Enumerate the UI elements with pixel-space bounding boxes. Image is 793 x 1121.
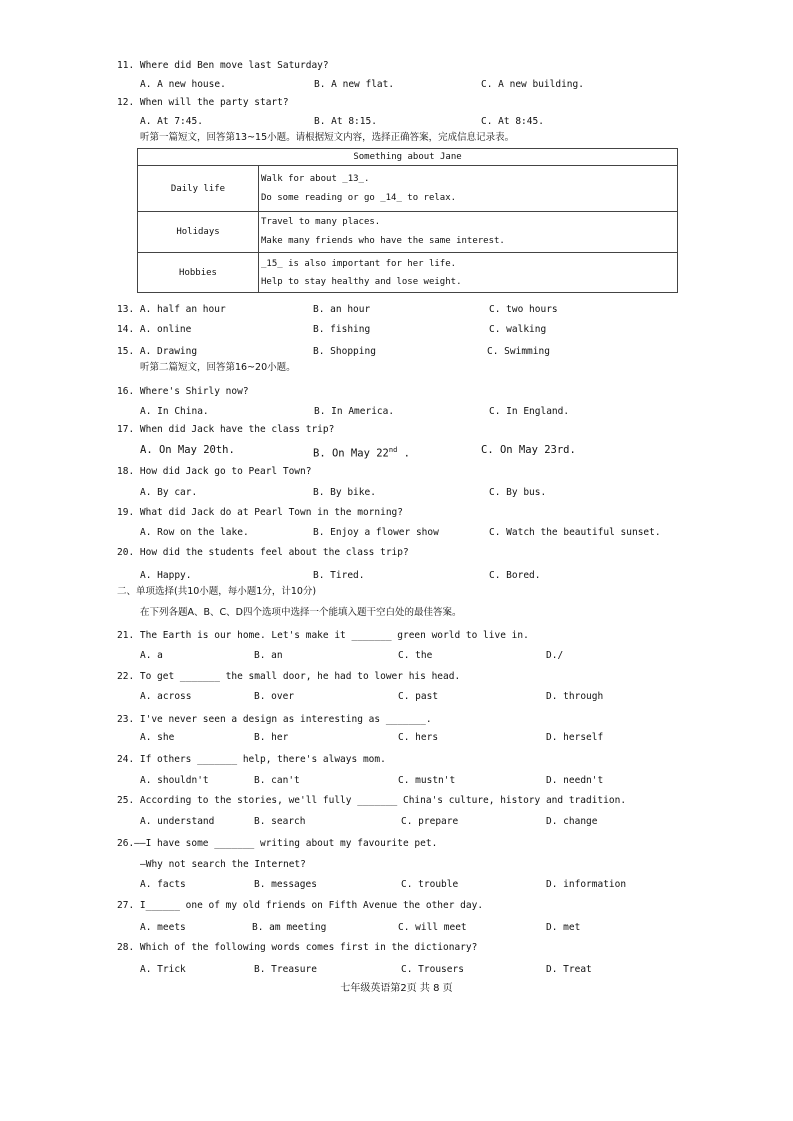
question-21-stem: 21. The Earth is our home. Let's make it _______ green world to live in. [117, 630, 529, 641]
passage-2-instruction: 听第二篇短文，回答第16~20小题。 [140, 362, 296, 373]
question-28-option-c: C. Trousers [401, 964, 464, 975]
question-17-stem: 17. When did Jack have the class trip? [117, 424, 335, 435]
question-21-option-d: D./ [546, 650, 564, 661]
question-14-option-a: 14. A. online [117, 324, 192, 335]
question-11-stem: 11. Where did Ben move last Saturday? [117, 60, 329, 71]
question-18-stem: 18. How did Jack go to Pearl Town? [117, 466, 312, 477]
question-26-stem: 26.——I have some _______ writing about my favourite pet. [117, 838, 438, 849]
question-12-option-b: B. At 8:15. [314, 116, 377, 127]
question-20-option-b: B. Tired. [313, 570, 365, 581]
question-17-option-b [313, 444, 410, 460]
question-25-stem: 25. According to the stories, we'll fully _______ China's culture, history and tradition. [117, 795, 627, 806]
question-28-stem: 28. Which of the following words comes first in the dictionary? [117, 942, 478, 953]
table-cell-line: Walk for about _13_. [261, 173, 370, 184]
question-19-option-c: C. Watch the beautiful sunset. [489, 527, 661, 538]
passage-1-instruction: 听第一篇短文，回答第13~15小题。请根据短文内容，选择正确答案，完成信息记录表。 [140, 132, 515, 143]
question-24-option-c: C. mustn't [398, 775, 456, 786]
question-17-option-a: A. On May 20th. [140, 444, 235, 456]
question-22-option-b: B. over [254, 691, 295, 702]
question-28-option-d: D. Treat [546, 964, 592, 975]
question-15-option-b: B. Shopping [313, 346, 376, 357]
question-26-option-b: B. messages [254, 879, 317, 890]
option-b-text: B. On May 22 [313, 447, 389, 460]
question-16-option-a: A. In China. [140, 406, 209, 417]
question-22-option-a: A. across [140, 691, 192, 702]
question-18-option-c: C. By bus. [489, 487, 547, 498]
question-20-stem: 20. How did the students feel about the class trip? [117, 547, 409, 558]
question-23-option-c: C. hers [398, 732, 439, 743]
question-18-option-b: B. By bike. [313, 487, 376, 498]
question-23-option-a: A. she [140, 732, 175, 743]
question-28-option-a: A. Trick [140, 964, 186, 975]
question-13-option-b: B. an hour [313, 304, 371, 315]
question-11-option-c: C. A new building. [481, 79, 584, 90]
question-27-option-a: A. meets [140, 922, 186, 933]
question-25-option-b: B. search [254, 816, 306, 827]
question-22-option-c: C. past [398, 691, 439, 702]
table-row-label: Hobbies [138, 253, 259, 293]
question-20-option-a: A. Happy. [140, 570, 192, 581]
question-24-option-b: B. can't [254, 775, 300, 786]
section-2-instruction: 在下列各题A、B、C、D四个选项中选择一个能填入题干空白处的最佳答案。 [140, 607, 462, 618]
question-11-option-b: B. A new flat. [314, 79, 395, 90]
table-cell-line: Travel to many places. [261, 217, 381, 227]
table-cell-line: Help to stay healthy and lose weight. [261, 276, 462, 287]
ordinal-suffix: nd [388, 446, 398, 454]
question-12-option-a: A. At 7:45. [140, 116, 203, 127]
question-19-stem: 19. What did Jack do at Pearl Town in the morning? [117, 507, 403, 518]
question-19-option-b: B. Enjoy a flower show [313, 527, 439, 538]
question-19-option-a: A. Row on the lake. [140, 527, 249, 538]
question-24-option-a: A. shouldn't [140, 775, 209, 786]
question-12-stem: 12. When will the party start? [117, 97, 289, 108]
question-16-option-c: C. In England. [489, 406, 570, 417]
question-23-option-b: B. her [254, 732, 289, 743]
question-26-option-c: C. trouble [401, 879, 459, 890]
question-26-option-d: D. information [546, 879, 627, 890]
question-25-option-a: A. understand [140, 816, 215, 827]
question-27-option-d: D. met [546, 922, 581, 933]
question-17-option-c: C. On May 23rd. [481, 444, 576, 456]
table-row-label: Holidays [138, 212, 259, 253]
table-row-content [259, 166, 678, 212]
question-13-option-c: C. two hours [489, 304, 558, 315]
question-21-option-a: A. a [140, 650, 163, 661]
section-2-heading: 二、单项选择(共10小题，每小题1分，计10分) [117, 586, 317, 597]
table-cell-line: _15_ is also important for her life. [261, 258, 457, 269]
table-cell-line: Do some reading or go _14_ to relax. [261, 192, 457, 203]
question-14-option-b: B. fishing [313, 324, 371, 335]
page-footer: 七年级英语第2页 共 8 页 [340, 983, 453, 994]
question-22-stem: 22. To get _______ the small door, he had to lower his head. [117, 671, 461, 682]
question-21-option-c: C. the [398, 650, 433, 661]
question-14-option-c: C. walking [489, 324, 547, 335]
option-b-end: . [397, 447, 410, 460]
question-22-option-d: D. through [546, 691, 604, 702]
question-18-option-a: A. By car. [140, 487, 198, 498]
question-23-option-d: D. herself [546, 732, 604, 743]
table-title: Something about Jane [138, 149, 678, 166]
question-16-stem: 16. Where's Shirly now? [117, 386, 249, 397]
question-12-option-c: C. At 8:45. [481, 116, 544, 127]
question-27-stem: 27. I______ one of my old friends on Fifth Avenue the other day. [117, 900, 484, 911]
question-25-option-c: C. prepare [401, 816, 459, 827]
question-26-option-a: A. facts [140, 879, 186, 890]
table-row-content [259, 212, 678, 253]
question-25-option-d: D. change [546, 816, 598, 827]
question-28-option-b: B. Treasure [254, 964, 317, 975]
table-row-content [259, 253, 678, 293]
table-row-label: Daily life [138, 166, 259, 212]
question-24-stem: 24. If others _______ help, there's always mom. [117, 754, 386, 765]
question-23-stem: 23. I've never seen a design as interesting as _______. [117, 714, 432, 725]
question-11-option-a: A. A new house. [140, 79, 226, 90]
info-table [137, 148, 678, 293]
question-26-reply: —Why not search the Internet? [140, 859, 306, 870]
question-16-option-b: B. In America. [314, 406, 395, 417]
question-27-option-c: C. will meet [398, 922, 467, 933]
question-20-option-c: C. Bored. [489, 570, 541, 581]
question-27-option-b: B. am meeting [252, 922, 327, 933]
question-15-option-a: 15. A. Drawing [117, 346, 198, 357]
table-cell-line: Make many friends who have the same interest. [261, 236, 505, 246]
question-13-option-a: 13. A. half an hour [117, 304, 226, 315]
question-21-option-b: B. an [254, 650, 283, 661]
question-15-option-c: C. Swimming [487, 346, 550, 357]
question-24-option-d: D. needn't [546, 775, 604, 786]
